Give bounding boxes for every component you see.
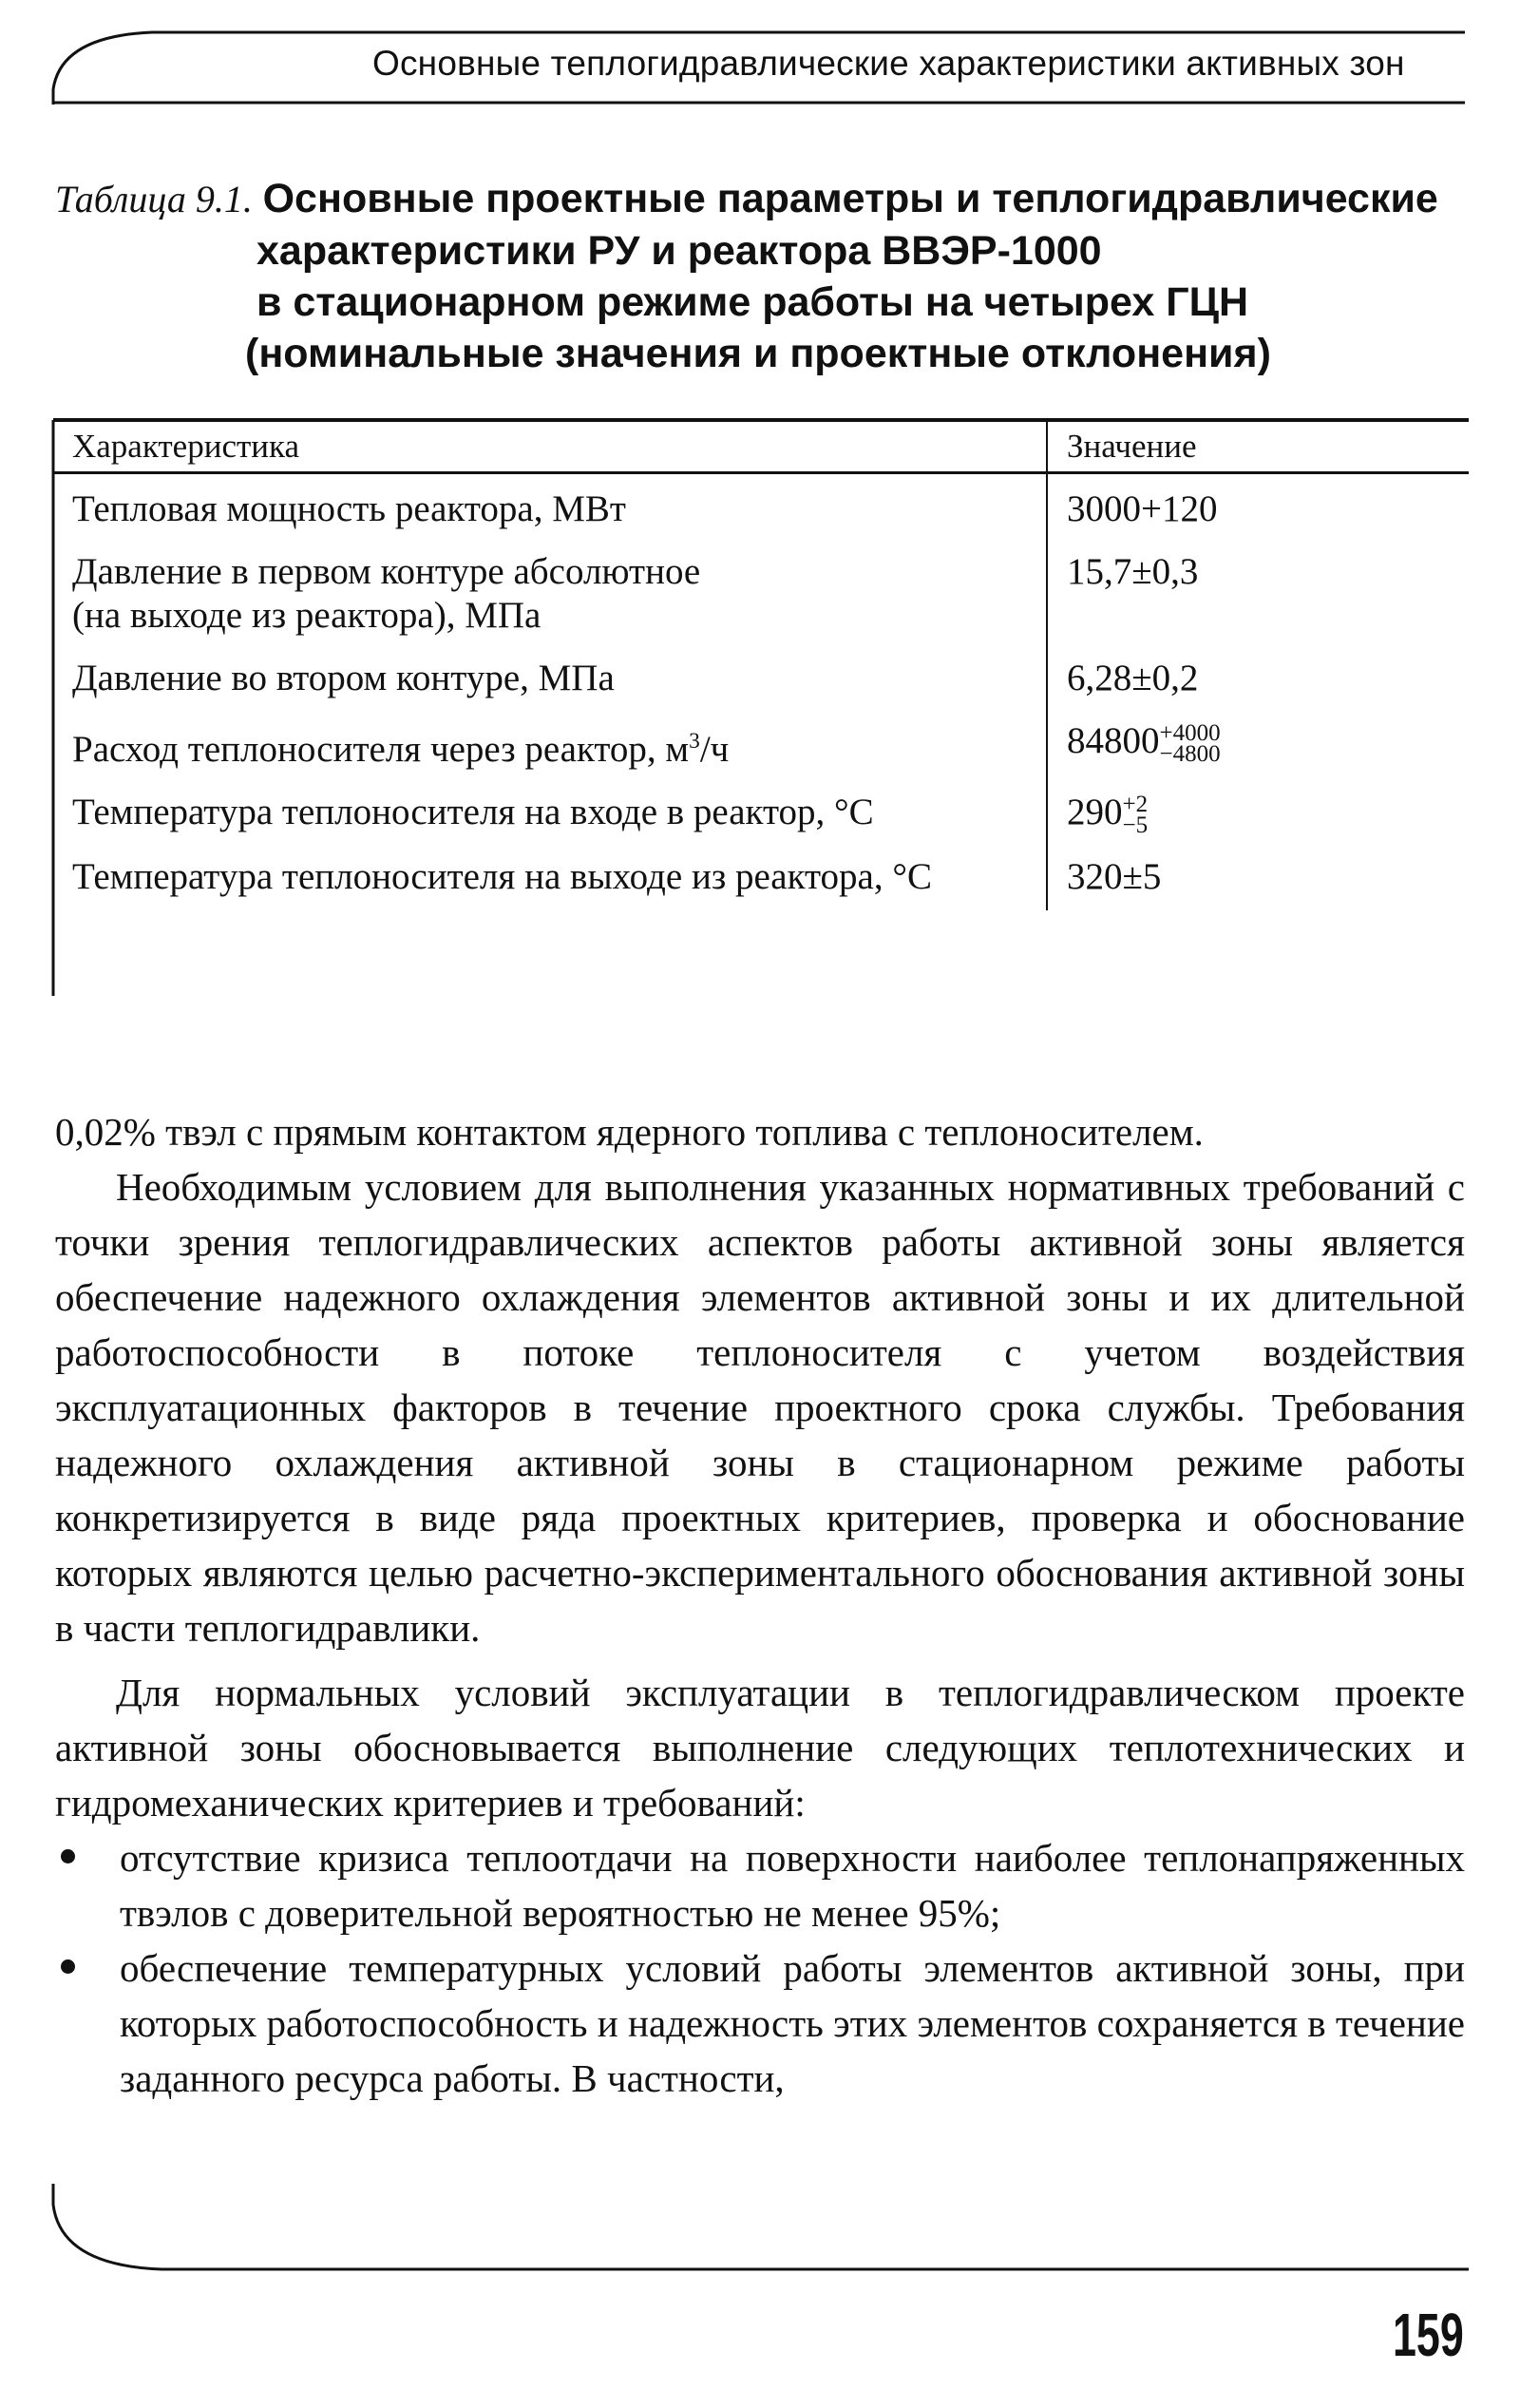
table-caption-title-line-3: в стационарном режиме работы на четырех ГЦН: [256, 279, 1249, 325]
value-upper-tolerance: +2: [1122, 792, 1149, 818]
row-value: 6,28±0,2: [1067, 658, 1199, 698]
table-header-row: [53, 418, 1469, 473]
table-row: [53, 649, 1469, 712]
table-row: [53, 712, 1469, 783]
row-value: [1047, 783, 1469, 848]
column-header-characteristic: Характеристика: [53, 418, 1047, 473]
table-caption-title-line-1: Основные проектные параметры и теплогидравлические: [262, 176, 1438, 221]
row-value: 320±5: [1067, 856, 1162, 898]
value-base: 290: [1067, 792, 1123, 832]
table-caption-title-line-4: (номинальные значения и проектные отклонения): [245, 331, 1271, 376]
column-header-value: Значение: [1047, 418, 1469, 473]
table-row: [53, 473, 1469, 544]
page-number: 159: [1393, 2301, 1464, 2369]
row-name: [53, 543, 1047, 649]
criteria-list: [55, 1830, 1465, 2106]
list-item: [55, 1940, 1465, 2106]
value-base: 84800: [1067, 720, 1160, 761]
row-name-text: Расход теплоносителя через реактор, м: [72, 729, 690, 770]
value-lower-tolerance: −4800: [1159, 741, 1221, 768]
list-item-text: отсутствие кризиса теплоотдачи на поверхности наиболее теплонапряженных твэлов с доверительной вероятностью не менее 95%;: [120, 1836, 1465, 1935]
list-item: [55, 1830, 1465, 1940]
body-text: [55, 1104, 1465, 2106]
bullet-icon: [61, 1849, 75, 1863]
table-row: [53, 848, 1469, 910]
row-name: Температура теплоносителя на входе в реактор, °C: [53, 783, 1047, 848]
row-value: 3000+120: [1067, 488, 1218, 529]
row-name-line-2: (на выходе из реактора), МПа: [72, 595, 542, 636]
paragraph: Для нормальных условий эксплуатации в теплогидравлическом проекте активной зоны обосновывается выполнение следующих теплотехнических и гидромеханических критериев и требований:: [55, 1671, 1465, 1825]
paragraph: Необходимым условием для выполнения указанных нормативных требований с точки зрения теплогидравлических аспектов работы активной зоны является обеспечение надежного охлаждения элементов активной зоны и их длительной работоспособности в потоке теплоносителя с учетом воздействия эксплуатационных факторов в течение проектного срока службы. Требования надежного охлаждения активной зоны в стационарном режиме работы конкретизируется в виде ряда проектных критериев, проверка и обоснование которых являются целью расчетно-экспериментального обоснования активной зоны в части теплогидравлики.: [55, 1165, 1465, 1650]
list-item-text: обеспечение температурных условий работы элементов активной зоны, при которых работоспособность и надежность этих элементов сохраняется в течение заданного ресурса работы. В частности,: [120, 1946, 1465, 2100]
bullet-icon: [61, 1959, 75, 1974]
row-name: Температура теплоносителя на выходе из реактора, °C: [53, 848, 1047, 910]
row-name-suffix: /ч: [699, 729, 730, 770]
table-caption-title-line-2: характеристики РУ и реактора ВВЭР-1000: [256, 228, 1102, 274]
row-name-superscript: 3: [689, 729, 700, 754]
row-name: [53, 712, 1047, 783]
row-name: Давление во втором контуре, МПа: [53, 649, 1047, 712]
row-value: 15,7±0,3: [1067, 551, 1199, 592]
paragraph-continuation: 0,02% твэл с прямым контактом ядерного топлива с теплоносителем.: [55, 1110, 1204, 1154]
table-caption: [55, 173, 1480, 379]
table-caption-label: Таблица 9.1.: [55, 178, 253, 220]
row-value: [1047, 712, 1469, 783]
value-lower-tolerance: −5: [1122, 812, 1149, 839]
table-row: [53, 783, 1469, 848]
row-name: Тепловая мощность реактора, МВт: [53, 473, 1047, 544]
parameters-table: [53, 418, 1469, 910]
footer-rule: [53, 2184, 1469, 2269]
row-name-line-1: Давление в первом контуре абсолютное: [72, 551, 701, 592]
table-row: [53, 543, 1469, 649]
running-title: Основные теплогидравлические характеристики активных зон: [372, 44, 1405, 83]
value-upper-tolerance: +4000: [1159, 720, 1221, 747]
